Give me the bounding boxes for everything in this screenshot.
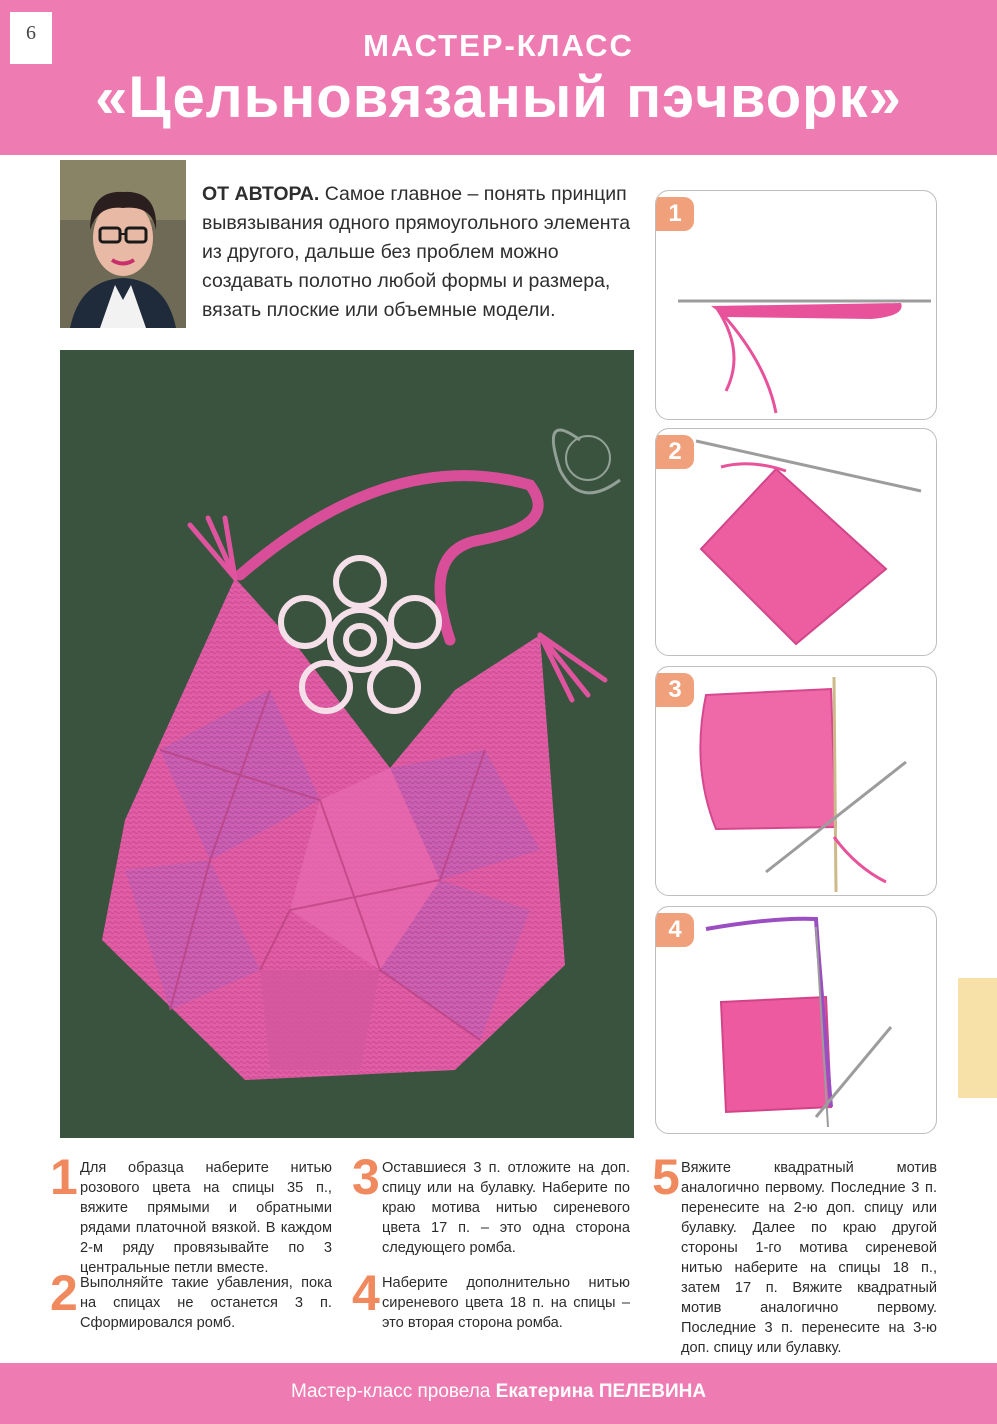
section-kicker: МАСТЕР-КЛАСС bbox=[363, 28, 634, 63]
instruction-number-4: 4 bbox=[352, 1265, 380, 1321]
instruction-number-2: 2 bbox=[50, 1265, 78, 1321]
step-badge-4: 4 bbox=[656, 913, 694, 947]
author-photo bbox=[60, 160, 186, 328]
instruction-3: Оставшиеся 3 п. отложите на доп. спицу или на булавку. Наберите по краю мотива нитью сиреневого цвета 17 п. – это одна сторона следующего ромба. bbox=[382, 1160, 630, 1256]
credit-prefix: Мастер-класс провела bbox=[290, 1381, 491, 1402]
step-3-photo bbox=[656, 667, 936, 895]
instruction-4: Наберите дополнительно нитью сиреневого цвета 18 п. на спицы – это вторая сторона ромба. bbox=[382, 1275, 630, 1331]
author-label: ОТ АВТОРА. bbox=[202, 183, 320, 205]
instruction-2: Выполняйте такие убавления, пока на спицах не останется 3 п. Сформировался ромб. bbox=[80, 1275, 332, 1331]
page-number: 6 bbox=[26, 22, 36, 44]
bag-photo bbox=[60, 350, 634, 1138]
step-card-2 bbox=[655, 428, 937, 656]
step-4-photo bbox=[656, 907, 936, 1133]
instruction-number-3: 3 bbox=[352, 1149, 380, 1205]
side-tab bbox=[958, 978, 997, 1098]
step-card-3 bbox=[655, 666, 937, 896]
credit-name: Екатерина ПЕЛЕВИНА bbox=[495, 1381, 707, 1402]
step-1-photo bbox=[656, 191, 936, 419]
step-badge-1: 1 bbox=[656, 197, 694, 231]
step-badge-2: 2 bbox=[656, 435, 694, 469]
page-title: «Цельновязаный пэчворк» bbox=[95, 65, 902, 130]
step-badge-3: 3 bbox=[656, 673, 694, 707]
author-text: Самое главное – понять принцип вывязывания одного прямоугольного элемента из другого, дальше без проблем можно создавать полотно любой формы и размера, вязать плоские или объемные модели. bbox=[202, 183, 631, 321]
step-card-4 bbox=[655, 906, 937, 1134]
author-note bbox=[202, 180, 632, 325]
instruction-number-5: 5 bbox=[652, 1149, 680, 1205]
footer-credit bbox=[0, 1381, 997, 1403]
step-card-1 bbox=[655, 190, 937, 420]
instruction-5: Вяжите квадратный мотив аналогично первому. Последние 3 п. перенесите на 2-ю доп. спицу или булавку. Далее по краю другой стороны 1-го мотива сиреневой нитью наберите на спицы 18 п., затем 17 п. Вяжите квадратный мотив аналогично первому. Последние 3 п. перенесите на 3-ю доп. спицу или булавку. bbox=[681, 1160, 937, 1356]
instruction-number-1: 1 bbox=[50, 1149, 78, 1205]
instruction-1: Для образца наберите нитью розового цвета на спицы 35 п., вяжите прямыми и обратными рядами платочной вязкой. В каждом 2-м ряду провязывайте по 3 центральные петли вместе. bbox=[80, 1160, 332, 1276]
step-2-photo bbox=[656, 429, 936, 655]
